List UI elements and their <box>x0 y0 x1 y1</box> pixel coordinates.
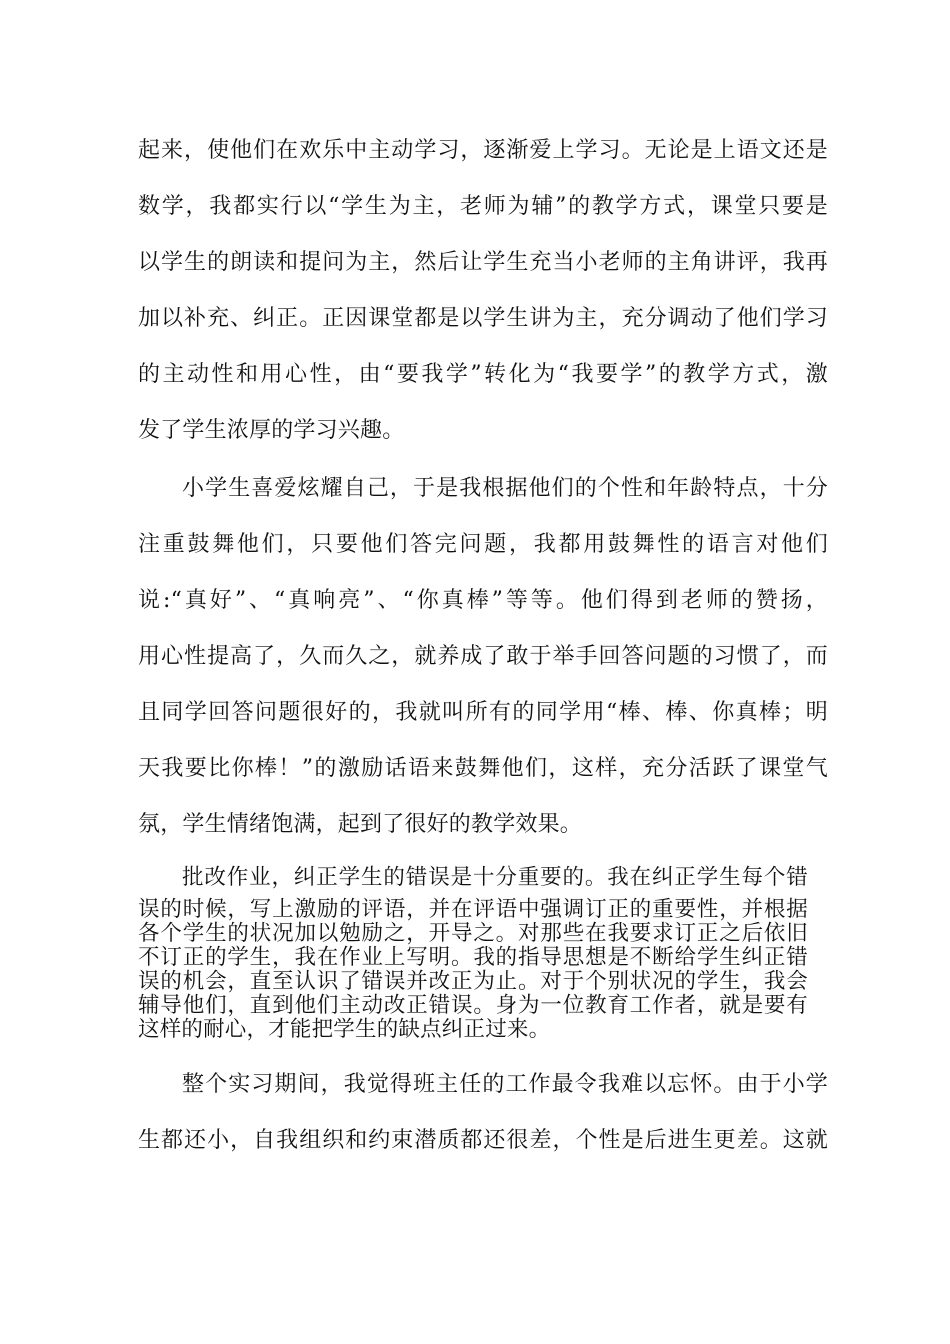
text-line: 不订正的学生，我在作业上写明。我的指导思想是不断给学生纠正错 <box>138 945 808 970</box>
text-line: 整个实习期间，我觉得班主任的工作最令我难以忘怀。由于小学 <box>182 1072 828 1097</box>
text-line: 批改作业，纠正学生的错误是十分重要的。我在纠正学生每个错 <box>182 865 808 890</box>
text-line: 小学生喜爱炫耀自己，于是我根据他们的个性和年龄特点，十分 <box>182 476 828 501</box>
text-line: 注重鼓舞他们，只要他们答完问题，我都用鼓舞性的语言对他们 <box>138 532 828 557</box>
text-line: 数学，我都实行以“学生为主，老师为辅”的教学方式，课堂只要是 <box>138 194 828 219</box>
text-line: 加以补充、纠正。正因课堂都是以学生讲为主，充分调动了他们学习 <box>138 306 828 331</box>
text-line: 的主动性和用心性，由“要我学”转化为“我要学”的教学方式，激 <box>138 362 828 387</box>
text-line: 各个学生的状况加以勉励之，开导之。对那些在我要求订正之后依旧 <box>138 921 808 946</box>
text-line: 氛，学生情绪饱满，起到了很好的教学效果。 <box>138 812 583 837</box>
text-line: 发了学生浓厚的学习兴趣。 <box>138 418 405 443</box>
text-line: 起来，使他们在欢乐中主动学习，逐渐爱上学习。无论是上语文还是 <box>138 138 828 163</box>
text-line: 辅导他们，直到他们主动改正错误。身为一位教育工作者，就是要有 <box>138 993 808 1018</box>
text-line: 且同学回答问题很好的，我就叫所有的同学用“棒、棒、你真棒；明 <box>138 700 828 725</box>
text-line: 说:“真好”、“真响亮”、“你真棒”等等。他们得到老师的赞扬， <box>138 588 828 613</box>
text-line: 误的机会，直至认识了错误并改正为止。对于个别状况的学生，我会 <box>138 969 808 994</box>
text-line: 生都还小，自我组织和约束潜质都还很差，个性是后进生更差。这就 <box>138 1128 828 1153</box>
text-line: 用心性提高了，久而久之，就养成了敢于举手回答问题的习惯了，而 <box>138 644 828 669</box>
text-line: 这样的耐心，才能把学生的缺点纠正过来。 <box>138 1017 551 1042</box>
text-line: 误的时候，写上激励的评语，并在评语中强调订正的重要性，并根据 <box>138 897 808 922</box>
text-line: 以学生的朗读和提问为主，然后让学生充当小老师的主角讲评，我再 <box>138 250 828 275</box>
text-line: 天我要比你棒！”的激励话语来鼓舞他们，这样，充分活跃了课堂气 <box>138 756 828 781</box>
